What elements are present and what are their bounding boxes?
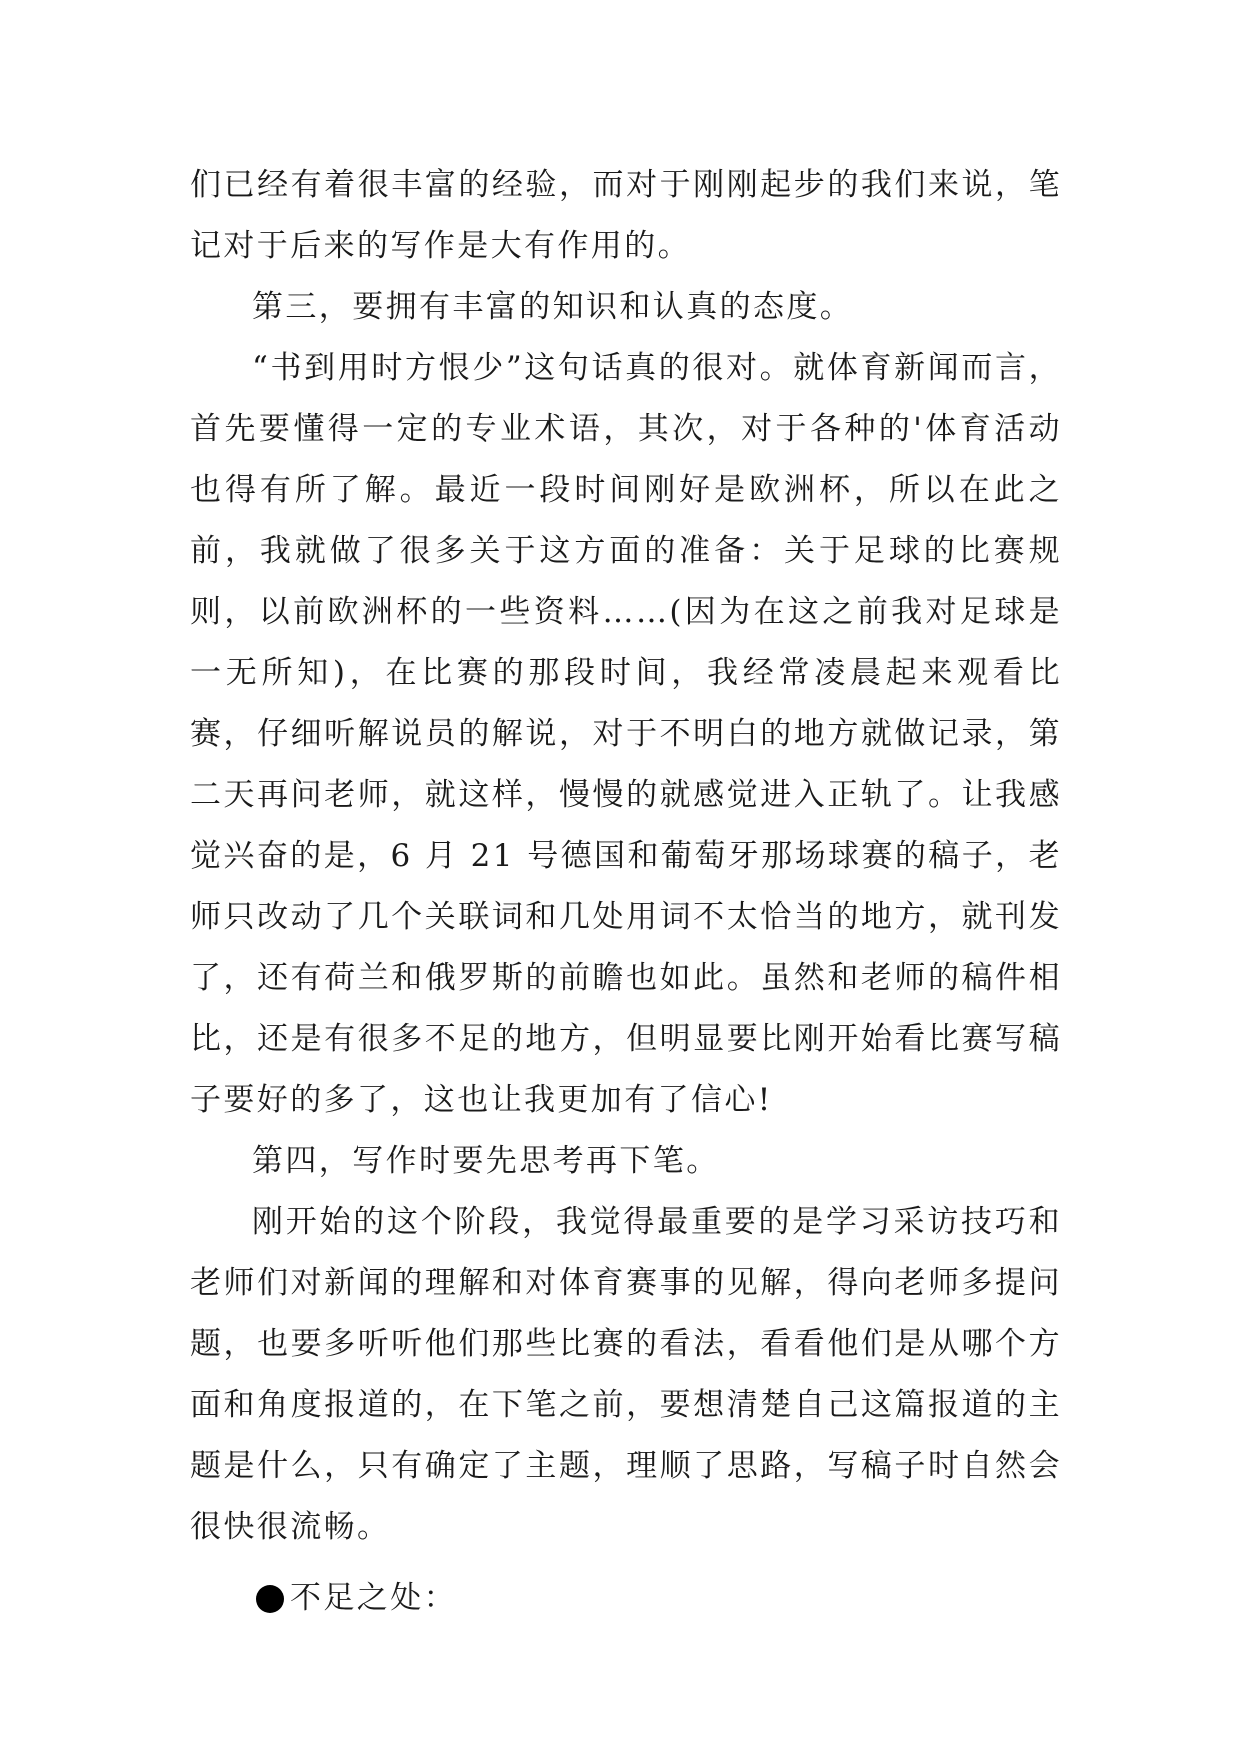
paragraph-3: “书到用时方恨少”这句话真的很对。就体育新闻而言，首先要懂得一定的专业术语，其次，对于各种的'体育活动也得有所了解。最近一段时间刚好是欧洲杯，所以在此之前，我就做了很多关于这方面的准备：关于足球的比赛规则，以前欧洲杯的一些资料……(因为在这之前我对足球是一无所知)，在比赛的那段时间，我经常凌晨起来观看比赛，仔细听解说员的解说，对于不明白的地方就做记录，第二天再问老师，就这样，慢慢的就感觉进入正轨了。让我感觉兴奋的是，6 月 21 号德国和葡萄牙那场球赛的稿子，老师只改动了几个关联词和几处用词不太恰当的地方，就刊发了，还有荷兰和俄罗斯的前瞻也如此。虽然和老师的稿件相比，还是有很多不足的地方，但明显要比刚开始看比赛写稿子要好的多了，这也让我更加有了信心! (190, 350, 1062, 1118)
paragraph-2: 第三，要拥有丰富的知识和认真的态度。 (252, 289, 854, 325)
paragraph-5: 刚开始的这个阶段，我觉得最重要的是学习采访技巧和老师们对新闻的理解和对体育赛事的见解，得向老师多提问题，也要多听听他们那些比赛的看法，看看他们是从哪个方面和角度报道的，在下笔之前，要想清楚自己这篇报道的主题是什么，只有确定了主题，理顺了思路，写稿子时自然会很快很流畅。 (190, 1204, 1062, 1545)
paragraph-4: 第四，写作时要先思考再下笔。 (252, 1143, 720, 1179)
filled-circle-icon (256, 1585, 284, 1613)
document-body (190, 155, 1062, 1629)
bullet-heading (190, 1568, 1062, 1629)
bullet-heading-text: 不足之处： (290, 1580, 457, 1616)
paragraph-1: 们已经有着很丰富的经验，而对于刚刚起步的我们来说，笔记对于后来的写作是大有作用的。 (190, 167, 1062, 264)
